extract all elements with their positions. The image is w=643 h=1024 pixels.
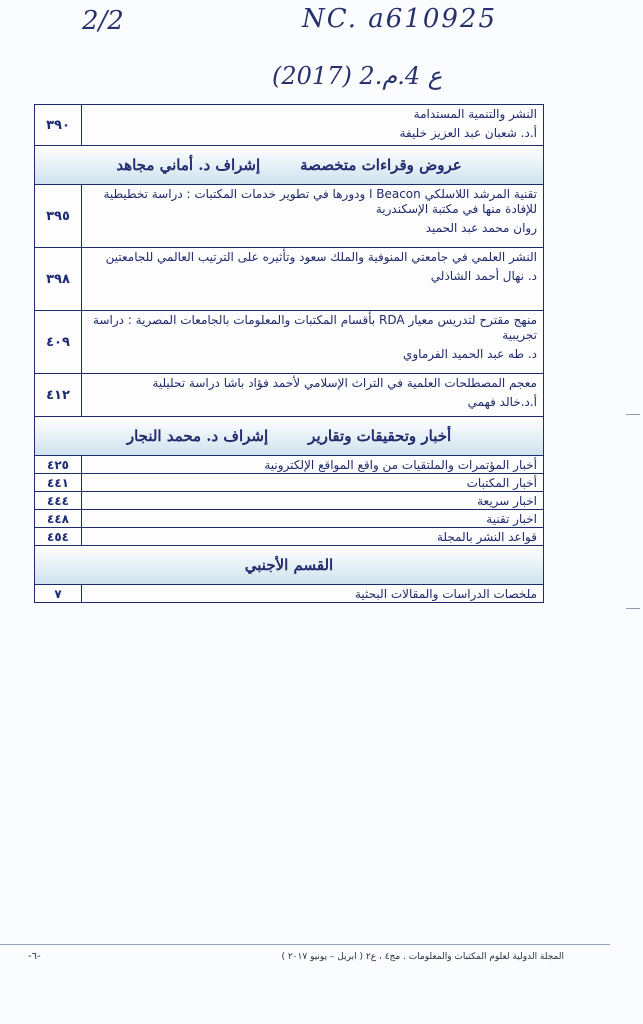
entry-page-number: ٤٢٥ [35,456,82,473]
entry-text [82,374,543,416]
entry-title: تقنية المرشد اللاسلكي Beacon ا ودورها في تطوير خدمات المكتبات : دراسة تخطيطية للإفادة منها في مكتبة الإسكندرية [103,187,537,216]
entry-page-number: ٤٠٩ [35,311,82,373]
entry-text [82,492,543,509]
section-editor: إشراف د. أماني مجاهد [116,156,261,174]
entry-page-number: ٣٩٠ [35,105,82,145]
section-title: أخبار وتحقيقات وتقارير [308,427,452,445]
entry-page-number: ٧ [35,585,82,602]
entry-page-number: ٤٤٤ [35,492,82,509]
section-header [35,417,543,456]
entry-text [82,510,543,527]
toc-entry [35,510,543,528]
entry-title: النشر والتنمية المستدامة [413,107,537,121]
table-of-contents [34,104,544,603]
toc-entry [35,474,543,492]
entry-text [82,474,543,491]
handwritten-page-note: 2/2 [82,6,124,36]
entry-page-number: ٤٤١ [35,474,82,491]
entry-title: النشر العلمي في جامعتي المنوفية والملك سعود وتأثيره على الترتيب العالمي للجامعتين [105,250,537,264]
toc-entry [35,105,543,146]
entry-author: روان محمد عبد الحميد [425,221,537,235]
entry-title: معجم المصطلحات العلمية في التراث الإسلامي لأحمد فؤاد باشا دراسة تحليلية [152,376,537,390]
entry-title: أخبار المؤتمرات والملتقيات من واقع المواقع الإلكترونية [264,458,537,472]
toc-entry [35,528,543,546]
toc-entry [35,456,543,474]
entry-text [82,105,543,145]
entry-title: قواعد النشر بالمجلة [436,530,537,544]
scan-mark [626,608,640,609]
toc-entry [35,185,543,248]
entry-title: ملخصات الدراسات والمقالات البحثية [355,587,537,601]
entry-text [82,185,543,247]
entry-text [82,248,543,310]
entry-text [82,585,543,602]
footer-divider [0,944,610,945]
scan-mark [626,414,640,415]
section-header [35,546,543,585]
journal-footer: المجلة الدولية لعلوم المكتبات والمعلومات . مج٤ ، ع٢ ( ابريل – يونيو ٢٠١٧ ) [281,952,564,962]
entry-author: د. طه عبد الحميد الفرماوي [402,347,537,361]
entry-page-number: ٣٩٥ [35,185,82,247]
entry-text [82,528,543,545]
section-title: عروض وقراءات متخصصة [300,156,462,174]
entry-page-number: ٤٥٤ [35,528,82,545]
entry-author: أ.د. شعبان عبد العزيز خليفة [399,126,537,140]
entry-text [82,456,543,473]
entry-page-number: ٣٩٨ [35,248,82,310]
toc-entry [35,492,543,510]
entry-title: اخبار تقنية [486,512,537,526]
section-header [35,146,543,185]
section-editor: إشراف د. محمد النجار [126,427,269,445]
entry-author: أ.د.خالد فهمي [467,395,537,409]
toc-entry [35,585,543,602]
entry-text [82,311,543,373]
page-number: -٦- [28,951,41,962]
entry-title: أخبار المكتبات [466,476,537,490]
toc-entry [35,374,543,417]
entry-title: منهج مقترح لتدريس معيار RDA بأقسام المكتبات والمعلومات بالجامعات المصرية : دراسة تجريبية [93,313,537,342]
entry-title: اخبار سريعة [477,494,537,508]
toc-entry [35,248,543,311]
handwritten-issue-note: (2017) 2.ع 4.م [272,62,443,90]
handwritten-call-number: NC. a610925 [302,4,497,34]
entry-page-number: ٤٤٨ [35,510,82,527]
toc-entry [35,311,543,374]
entry-page-number: ٤١٢ [35,374,82,416]
section-title: القسم الأجنبي [244,556,334,574]
entry-author: د. نهال أحمد الشاذلي [430,269,537,283]
